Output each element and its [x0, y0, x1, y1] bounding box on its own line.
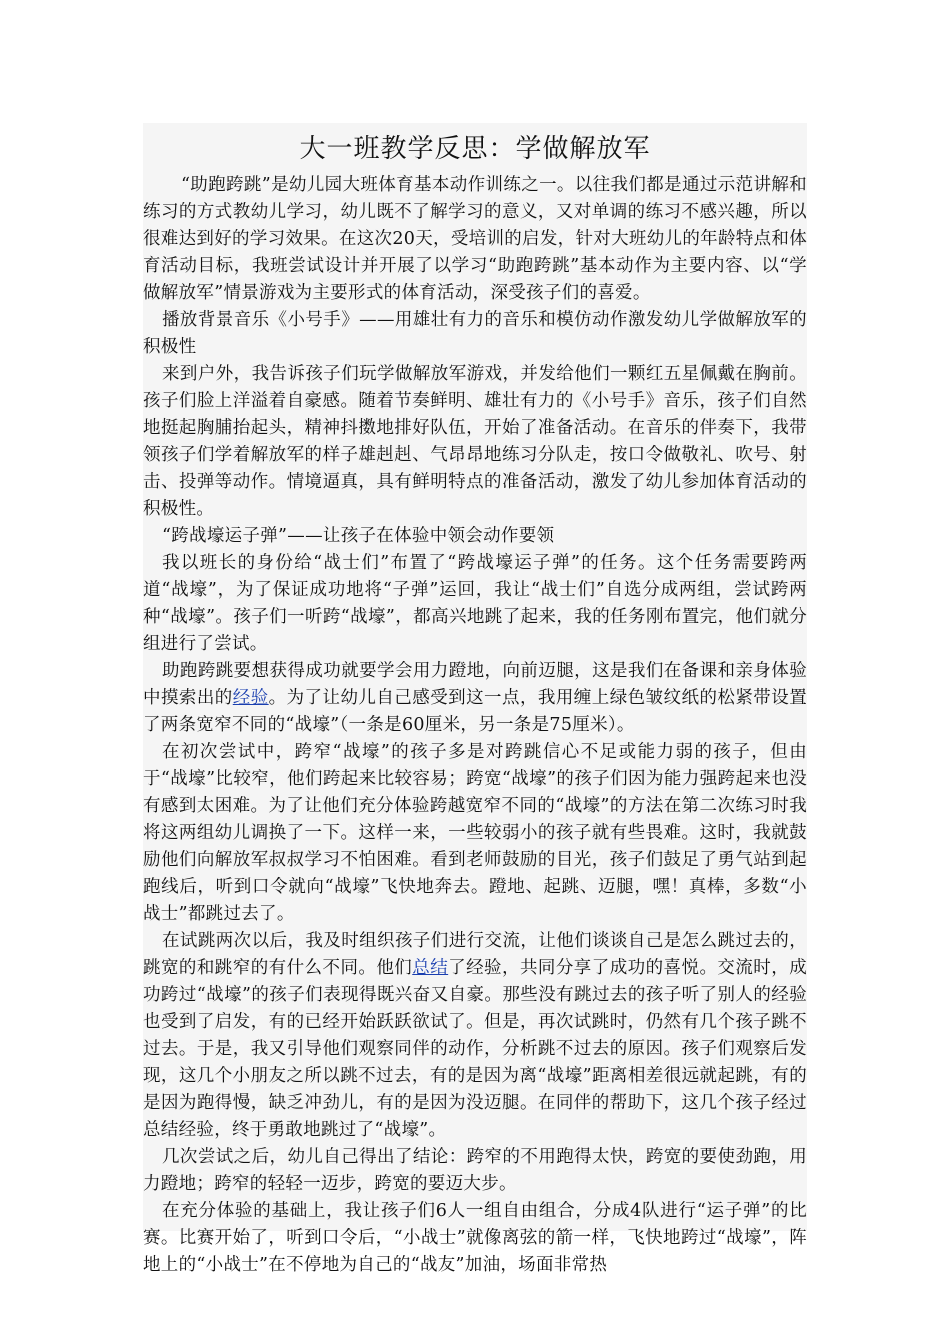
paragraph-outdoor-warmup: 来到户外，我告诉孩子们玩学做解放军游戏，并发给他们一颗红五星佩戴在胸前。孩子们脸上洋溢着自豪感。随着节奏鲜明、雄壮有力的《小号手》音乐，孩子们自然地挺起胸脯抬起头，精神抖擞地排好队伍，开始了准备活动。在音乐的伴奏下，我带领孩子们学着解放军的样子雄赳赳、气昂昂地练习分队走，按口令做敬礼、吹号、射击、投弹等动作。情境逼真，具有鲜明特点的准备活动，激发了幼儿参加体育活动的积极性。	[143, 364, 807, 519]
paragraph-conclusion: 几次尝试之后，幼儿自己得出了结论：跨窄的不用跑得太快，跨宽的要使劲跑，用力蹬地；跨窄的轻轻一迈步，跨宽的要迈大步。	[143, 1147, 807, 1194]
paragraph-exchange-text-start: 在试跳两次以后，我及时组织孩子们进行交流，让他们谈谈自己是怎么跳过去的，跳宽的和跳窄的有什么不同。他们	[143, 931, 807, 978]
paragraph-section-heading-trench: “跨战壕运子弹”——让孩子在体验中领会动作要领	[162, 526, 555, 546]
document-title: 大一班教学反思：学做解放军	[299, 134, 651, 164]
paragraph-experience	[143, 658, 807, 739]
paragraph-experience-text-start: 助跑跨跳要想获得成功就要学会用力蹬地，向前迈腿，这是我们在备课和亲身体验中摸索出的	[143, 661, 807, 708]
paragraph-competition: 在充分体验的基础上，我让孩子们6人一组自由组合，分成4队进行“运子弹”的比赛。比赛开始了，听到口令后，“小战士”就像离弦的箭一样，飞快地跨过“战壕”，阵地上的“小战士”在不停地为自己的“战友”加油，场面非常热	[143, 1201, 807, 1275]
paragraph-intro: “助跑跨跳”是幼儿园大班体育基本动作训练之一。以往我们都是通过示范讲解和练习的方式教幼儿学习，幼儿既不了解学习的意义，又对单调的练习不感兴趣，所以很难达到好的学习效果。在这次20天，受培训的启发，针对大班幼儿的年龄特点和体育活动目标，我班尝试设计并开展了以学习“助跑跨跳”基本动作为主要内容、以“学做解放军”情景游戏为主要形式的体育活动，深受孩子们的喜爱。	[143, 175, 807, 303]
paragraph-task-assignment: 我以班长的身份给“战士们”布置了“跨战壕运子弹”的任务。这个任务需要跨两道“战壕”，为了保证成功地将“子弹”运回，我让“战士们”自选分成两组，尝试跨两种“战壕”。孩子们一听跨“战壕”，都高兴地跳了起来，我的任务刚布置完，他们就分组进行了尝试。	[143, 553, 807, 654]
paragraph-experience-text-end: 。为了让幼儿自己感受到这一点，我用缠上绿色皱纹纸的松紧带设置了两条宽窄不同的“战壕”（一条是60厘米，另一条是75厘米）。	[143, 688, 807, 735]
paragraph-exchange-text-end: 了经验，共同分享了成功的喜悦。交流时，成功跨过“战壕”的孩子们表现得既兴奋又自豪。那些没有跳过去的孩子听了别人的经验也受到了启发，有的已经开始跃跃欲试了。但是，再次试跳时，仍然有几个孩子跳不过去。于是，我又引导他们观察同伴的动作，分析跳不过去的原因。孩子们观察后发现，这几个小朋友之所以跳不过去，有的是因为离“战壕”距离相差很远就起跳，有的是因为跑得慢，缺乏冲劲儿，有的是因为没迈腿。在同伴的帮助下，这几个孩子经过总结经验，终于勇敢地跳过了“战壕”。	[143, 958, 807, 1140]
summary-link[interactable]: 总结	[412, 958, 449, 978]
paragraph-section-heading-music: 播放背景音乐《小号手》——用雄壮有力的音乐和模仿动作激发幼儿学做解放军的积极性	[143, 310, 807, 357]
experience-link[interactable]: 经验	[232, 688, 269, 708]
paragraph-first-attempt: 在初次尝试中，跨窄“战壕”的孩子多是对跨跳信心不足或能力弱的孩子，但由于“战壕”比较窄，他们跨起来比较容易；跨宽“战壕”的孩子们因为能力强跨起来也没有感到太困难。为了让他们充分体验跨越宽窄不同的“战壕”的方法在第二次练习时我将这两组幼儿调换了一下。这样一来，一些较弱小的孩子就有些畏难。这时，我就鼓励他们向解放军叔叔学习不怕困难。看到老师鼓励的目光，孩子们鼓足了勇气站到起跑线后，听到口令就向“战壕”飞快地奔去。蹬地、起跳、迈腿，嘿！真棒，多数“小战士”都跳过去了。	[143, 742, 807, 924]
paragraph-exchange	[143, 928, 807, 1144]
document-body	[143, 128, 807, 1279]
